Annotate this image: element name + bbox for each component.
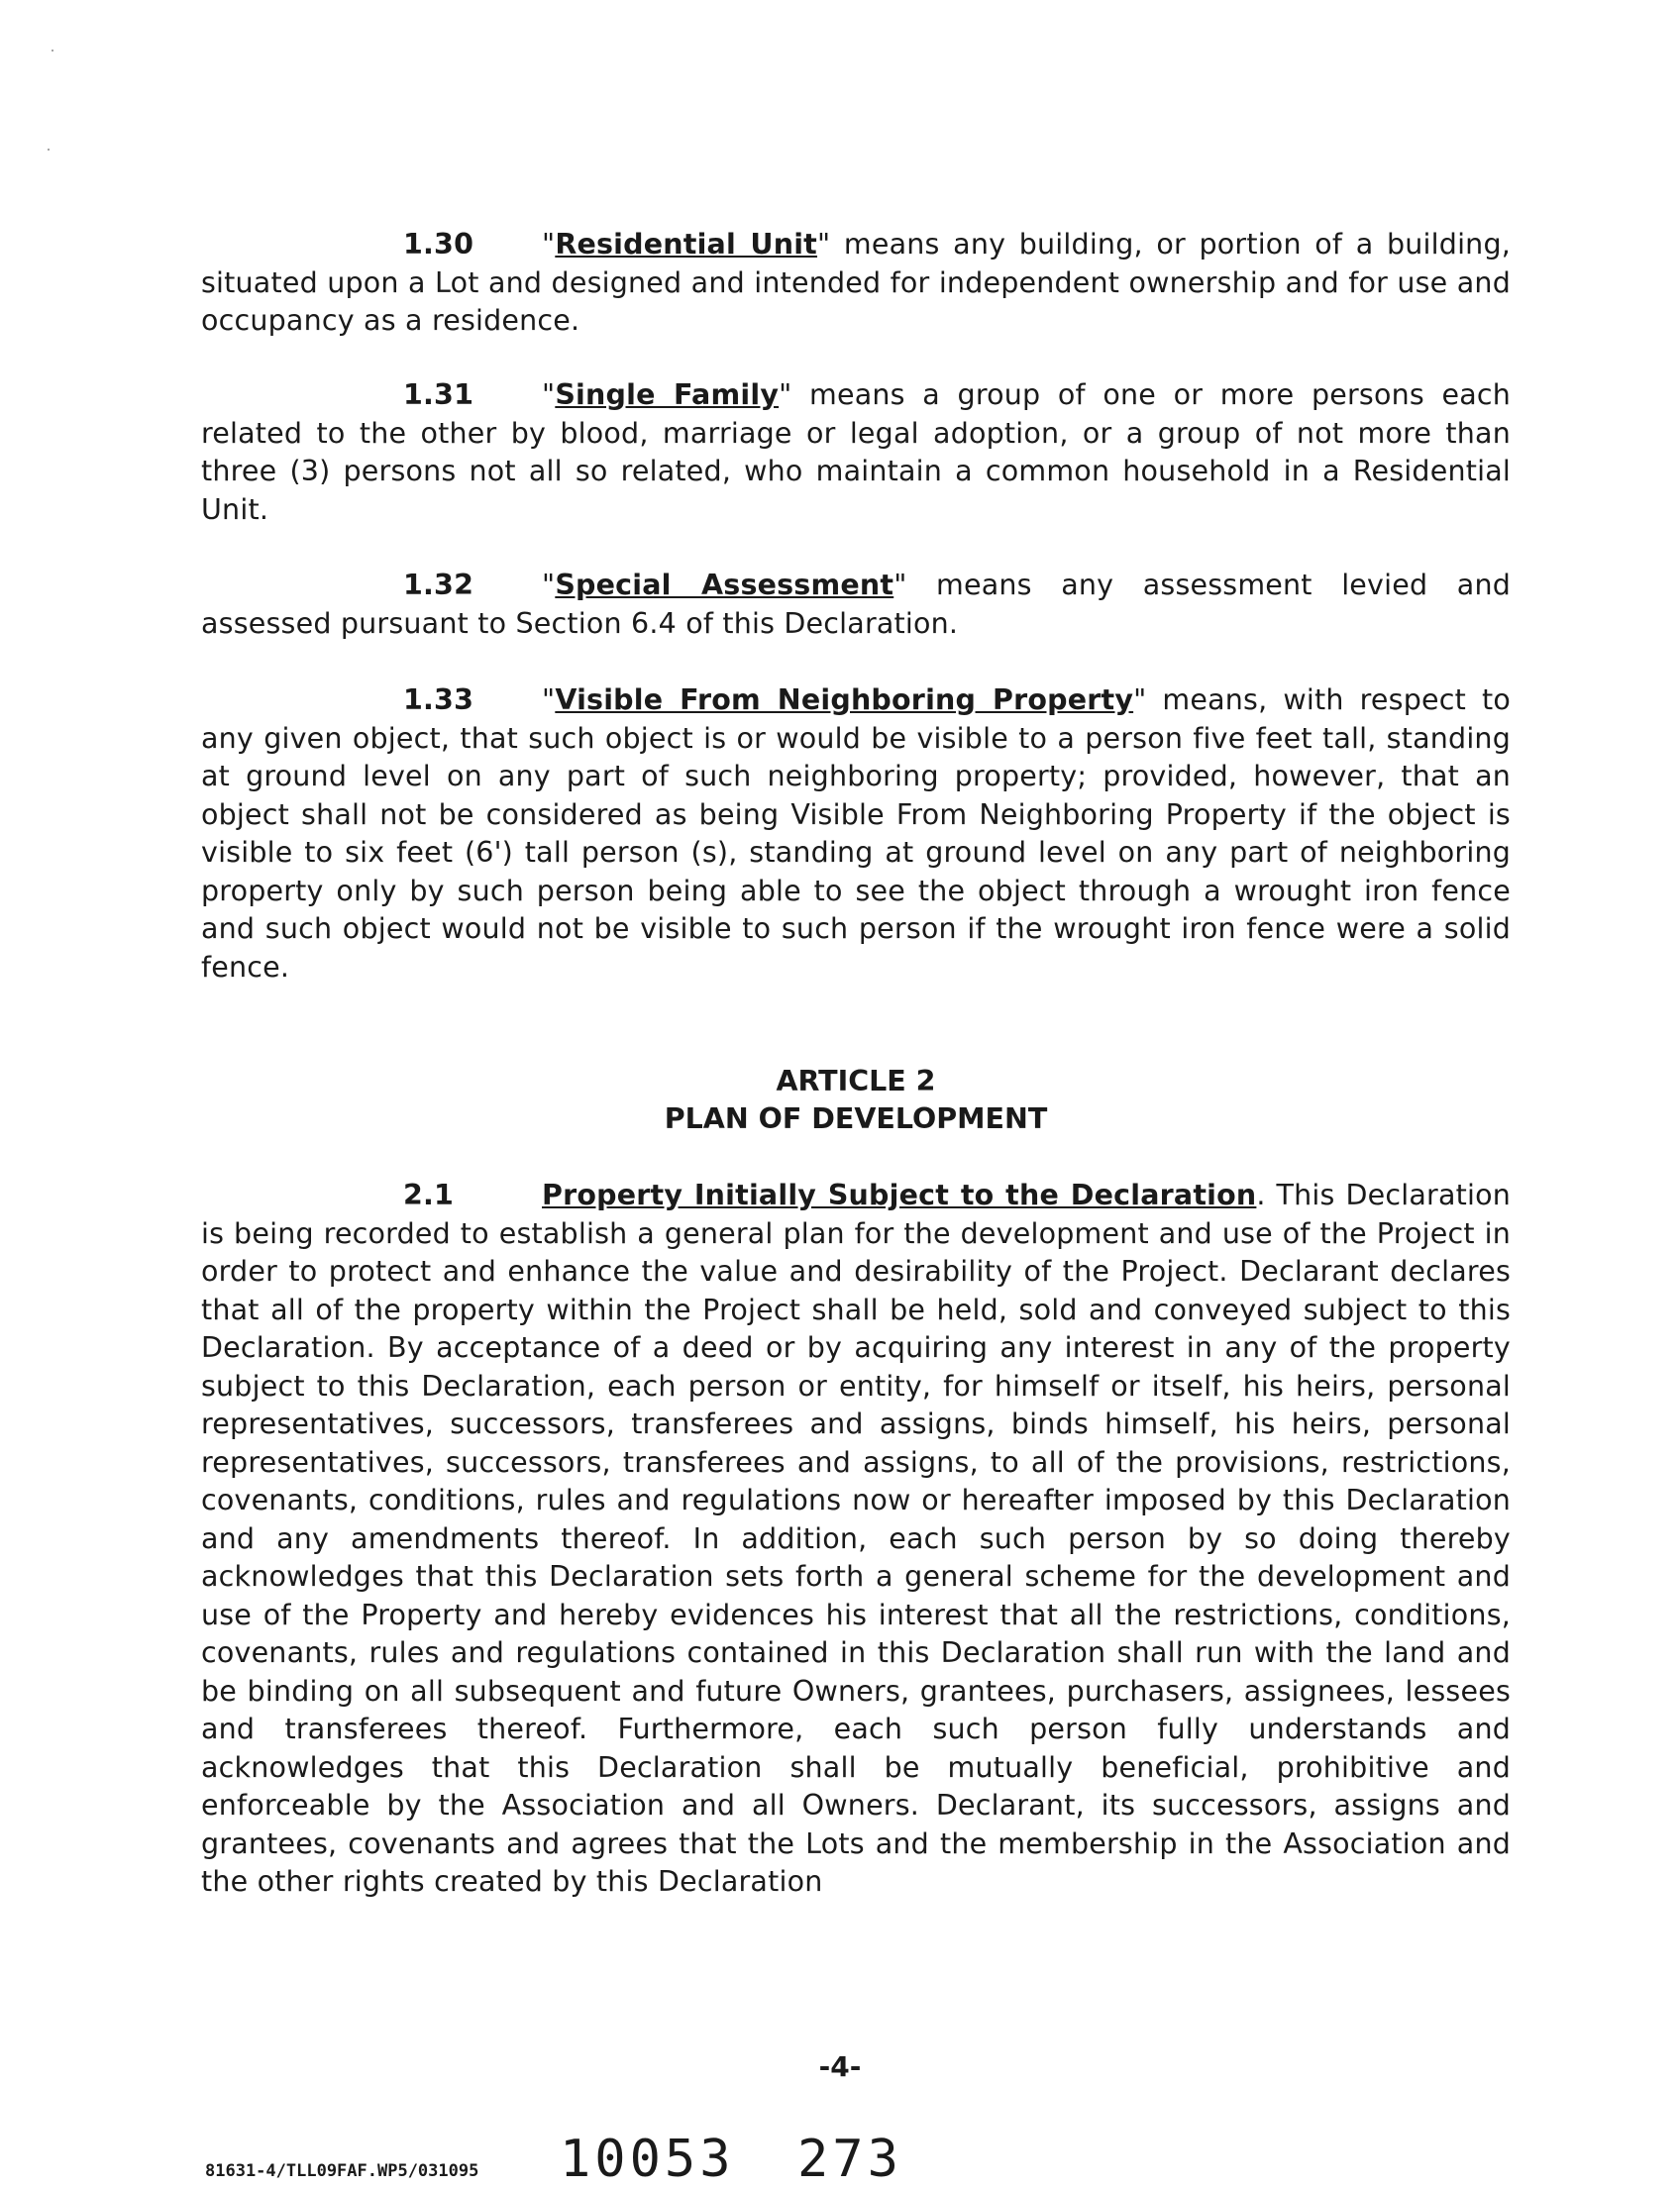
section-text: . This Declaration is being recorded to establish a general plan for the development and use of the Project in order to protect and enhance the value and desirability of the Project. Declarant declares that all of the property within the Project shall be held, sold and conveyed subject to this Declaration. By acceptance of a deed or by acquiring any interest in any of the property subject to this Declaration, each person or entity, for himself or itself, his heirs, personal representatives, successors, transferees and assigns, binds himself, his heirs, personal representatives, successors, transferees and assigns, to all of the provisions, restrictions, covenants, conditions, rules and regulations now or hereafter imposed by this Declaration and any amendments thereof. In addition, each such person by so doing thereby acknowledges that this Declaration sets forth a general scheme for the development and use of the Property and hereby evidences his interest that all the restrictions, conditions, covenants, rules and regulations contained in this Declaration shall run with the land and be binding on all subsequent and future Owners, grantees, purchasers, assignees, lessees and transferees thereof. Furthermore, each such person fully understands and acknowledges that this Declaration shall be mutually beneficial, prohibitive and enforceable by the Association and all Owners. Declarant, its successors, assigns and grantees, covenants and agrees that the Lots and the membership in the Association and the other rights created by this Declaration (201, 1179, 1511, 1898)
scan-speck (52, 50, 53, 52)
definition-text: " means a group of one or more persons each related to the other by blood, marriage or legal adoption, or a group of not more than three (3) persons not all so related, who maintain a common household in a Residential Unit. (201, 378, 1512, 526)
section-title: Property Initially Subject to the Declaration (542, 1179, 1257, 1211)
quote-open: " (542, 228, 556, 261)
definition-1-31 (201, 376, 1511, 529)
defined-term: Residential Unit (555, 228, 818, 261)
scan-speck (48, 149, 50, 151)
definition-1-30 (201, 226, 1511, 341)
quote-open: " (542, 683, 556, 716)
recording-book-stamp: 10053 (560, 2130, 735, 2189)
article-title: ARTICLE 2 (776, 1065, 936, 1097)
section-2-1 (201, 1177, 1511, 1902)
article-heading (201, 1063, 1511, 1138)
section-number: 1.31 (403, 378, 474, 411)
file-reference: 81631-4/TLL09FAF.WP5/031095 (205, 2161, 479, 2181)
definition-1-33 (201, 681, 1511, 987)
article-subtitle: PLAN OF DEVELOPMENT (664, 1102, 1048, 1135)
definition-1-32 (201, 567, 1511, 643)
defined-term: Single Family (555, 378, 780, 411)
page-number: -4- (818, 2050, 862, 2083)
defined-term: Visible From Neighboring Property (555, 683, 1134, 716)
quote-open: " (542, 569, 556, 601)
defined-term: Special Assessment (555, 569, 894, 601)
section-number: 1.32 (403, 569, 474, 601)
definition-text: " means any assessment levied and assessed pursuant to Section 6.4 of this Declaration. (201, 569, 1511, 640)
section-number: 1.30 (403, 228, 474, 261)
definition-text: " means, with respect to any given object, that such object is or would be visible to a person five feet tall, standing at ground level on any part of such neighboring property; provided, however, that an object shall not be considered as being Visible From Neighboring Property if the object is visible to six feet (6') tall person (s), standing at ground level on any part of neighboring property only by such person being able to see the object through a wrought iron fence and such object would not be visible to such person if the wrought iron fence were a solid fence. (201, 683, 1511, 984)
recording-page-stamp: 273 (797, 2130, 902, 2189)
section-number: 2.1 (403, 1179, 455, 1211)
definition-text: " means any building, or portion of a building, situated upon a Lot and designed and intended for independent ownership and for use and occupancy as a residence. (201, 228, 1511, 337)
quote-open: " (542, 378, 556, 411)
section-number: 1.33 (403, 683, 474, 716)
